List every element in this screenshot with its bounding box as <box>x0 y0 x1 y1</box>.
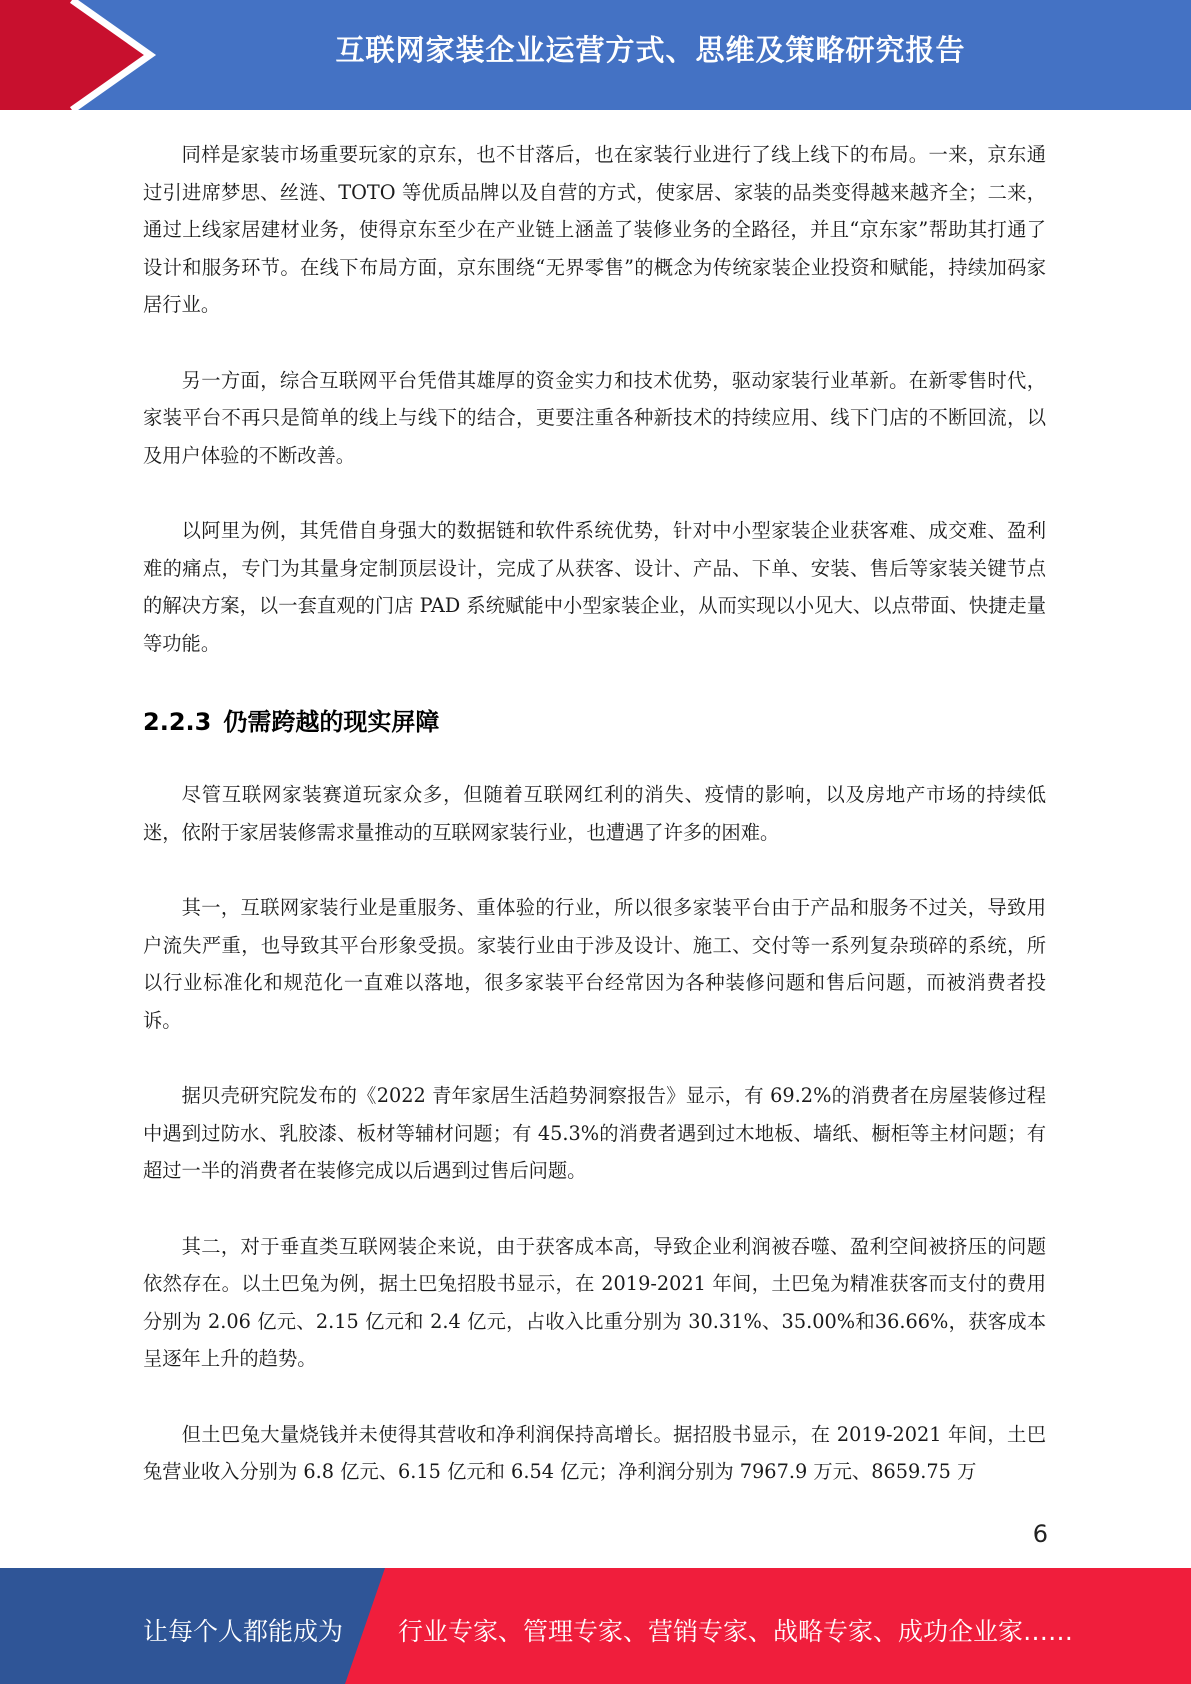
paragraph: 以阿里为例，其凭借自身强大的数据链和软件系统优势，针对中小型家装企业获客难、成交难、盈利难的痛点，专门为其量身定制顶层设计，完成了从获客、设计、产品、下单、安装、售后等家装关键节点的解决方案，以一套直观的门店 PAD 系统赋能中小型家装企业，从而实现以小见大、以点带面、快捷走量等功能。 <box>143 519 1046 655</box>
paragraph: 另一方面，综合互联网平台凭借其雄厚的资金实力和技术优势，驱动家装行业革新。在新零售时代，家装平台不再只是简单的线上与线下的结合，更要注重各种新技术的持续应用、线下门店的不断回流，以及用户体验的不断改善。 <box>143 368 1046 467</box>
page-number: 6 <box>1032 1520 1048 1548</box>
section-heading <box>143 700 1046 744</box>
page-header <box>0 0 1191 110</box>
paragraph: 同样是家装市场重要玩家的京东，也不甘落后，也在家装行业进行了线上线下的布局。一来，京东通过引进席梦思、丝涟、TOTO 等优质品牌以及自营的方式，使家居、家装的品类变得越来越齐全；二来，通过上线家居建材业务，使得京东至少在产业链上涵盖了装修业务的全路径，并且“京东家”帮助其打通了设计和服务环节。在线下布局方面，京东围绕“无界零售”的概念为传统家装企业投资和赋能，持续加码家居行业。 <box>143 143 1046 316</box>
document-body <box>143 136 1046 1529</box>
section-title: 仍需跨越的现实屏障 <box>223 708 440 736</box>
paragraph: 尽管互联网家装赛道玩家众多，但随着互联网红利的消失、疫情的影响，以及房地产市场的持续低迷，依附于家居装修需求量推动的互联网家装行业，也遭遇了许多的困难。 <box>143 783 1046 844</box>
footer-slogan-right: 行业专家、管理专家、营销专家、战略专家、成功企业家…… <box>398 1617 1074 1646</box>
paragraph: 据贝壳研究院发布的《2022 青年家居生活趋势洞察报告》显示，有 69.2%的消费者在房屋装修过程中遇到过防水、乳胶漆、板材等辅材问题；有 45.3%的消费者遇到过木地板、墙纸、橱柜等主材问题；有超过一半的消费者在装修完成以后遇到过售后问题。 <box>143 1084 1046 1182</box>
paragraph: 其一，互联网家装行业是重服务、重体验的行业，所以很多家装平台由于产品和服务不过关，导致用户流失严重，也导致其平台形象受损。家装行业由于涉及设计、施工、交付等一系列复杂琐碎的系统，所以行业标准化和规范化一直难以落地，很多家装平台经常因为各种装修问题和售后问题，而被消费者投诉。 <box>143 896 1046 1032</box>
page-footer <box>0 1568 1191 1684</box>
section-number: 2.2.3 <box>143 708 212 736</box>
paragraph: 其二，对于垂直类互联网装企来说，由于获客成本高，导致企业利润被吞噬、盈利空间被挤压的问题依然存在。以土巴兔为例，据土巴兔招股书显示，在 2019-2021 年间，土巴兔为精准获客而支付的费用分别为 2.06 亿元、2.15 亿元和 2.4 亿元，占收入比重分别为 30.31%、35.00%和36.66%，获客成本呈逐年上升的趋势。 <box>143 1234 1046 1370</box>
paragraph: 但土巴兔大量烧钱并未使得其营收和净利润保持高增长。据招股书显示，在 2019-2021 年间，土巴兔营业收入分别为 6.8 亿元、6.15 亿元和 6.54 亿元；净利润分别为 7967.9 万元、8659.75 万 <box>143 1422 1046 1483</box>
header-title: 互联网家装企业运营方式、思维及策略研究报告 <box>335 33 966 67</box>
footer-slogan-left: 让每个人都能成为 <box>143 1617 344 1646</box>
